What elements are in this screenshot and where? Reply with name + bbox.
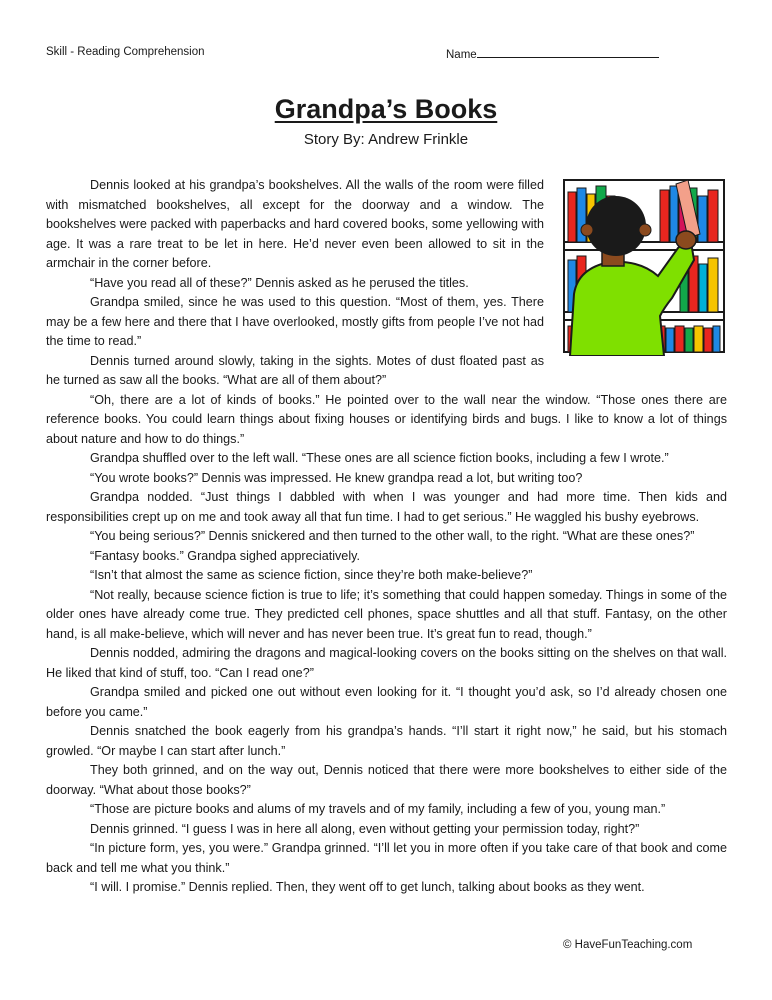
story-paragraph: Dennis nodded, admiring the dragons and magical-looking covers on the books sitting on the shelves on that wall. He liked that kind of stuff, too. “Can I read one?” bbox=[46, 646, 727, 680]
story-paragraph: Dennis snatched the book eagerly from his grandpa’s hands. “I’ll start it right now,” he said, but his stomach growled. “Or maybe I can start after lunch.” bbox=[46, 724, 727, 758]
story-paragraph: “You being serious?” Dennis snickered and then turned to the other wall, to the right. “What are these ones?” bbox=[90, 529, 695, 543]
story-paragraph: “Have you read all of these?” Dennis asked as he perused the titles. bbox=[90, 275, 469, 290]
story-paragraph: “You wrote books?” Dennis was impressed. He knew grandpa read a lot, but writing too? bbox=[90, 470, 583, 485]
story-paragraph: “Oh, there are a lot of kinds of books.” He pointed over to the wall near the window. “Those ones there are reference books. You could learn things about fixing houses or identifying birds and bugs. I like to know a lot of things about nature and how to do things.” bbox=[46, 392, 727, 446]
story-paragraph: “Those are picture books and alums of my travels and of my family, including a few of you, young man.” bbox=[90, 802, 666, 816]
story-paragraph: “In picture form, yes, you were.” Grandpa grinned. “I’ll let you in more often if you take care of that book and come back and tell me what you think.” bbox=[46, 841, 727, 875]
story-text bbox=[46, 176, 727, 898]
story-paragraph: “I will. I promise.” Dennis replied. Then, they went off to get lunch, talking about books as they went. bbox=[90, 880, 645, 894]
story-paragraph: Dennis looked at his grandpa’s bookshelves. All the walls of the room were filled with mismatched bookshelves, all except for the doorway and a window. The bookshelves were packed with paperbacks and hard covered books, some yellowing with age. It was a rare treat to be let in here. He’d never even been allowed to sit in the armchair in the corner before. bbox=[46, 178, 544, 270]
story-paragraph: “Isn’t that almost the same as science fiction, since they’re both make-believe?” bbox=[90, 568, 533, 582]
story-byline: Story By: Andrew Frinkle bbox=[303, 131, 469, 148]
story-paragraph: “Not really, because science fiction is true to life; it’s something that could happen someday. Things in some of the older ones have already come true. They predicted cell phones, space shuttles and all that stuff. Fantasy, on the other hand, is all make-believe, which will never and has never been true. It’s great fun to read, though.” bbox=[46, 587, 727, 641]
name-blank-line bbox=[477, 46, 659, 58]
name-label: Name bbox=[446, 49, 477, 61]
story-paragraph: “Fantasy books.” Grandpa sighed appreciatively. bbox=[90, 548, 360, 563]
story-paragraph: They both grinned, and on the way out, Dennis noticed that there were more bookshelves to either side of the doorway. “What about those books?” bbox=[46, 763, 727, 797]
story-paragraph: Grandpa smiled, since he was used to this question. “Most of them, yes. There may be a few here and there that I have overlooked, mostly gifts from people I’ve not had the time to read.” bbox=[46, 295, 544, 348]
story-paragraph: Dennis grinned. “I guess I was in here all along, even without getting your permission today, right?” bbox=[90, 821, 640, 836]
story-paragraph: Grandpa shuffled over to the left wall. “These ones are all science fiction books, including a few I wrote.” bbox=[90, 451, 669, 465]
story-paragraph: Grandpa nodded. “Just things I dabbled with when I was younger and had more time. Then kids and responsibilities crept up on me and took away all that fun time. I had to get serious.” He waggled his bushy eyebrows. bbox=[46, 490, 727, 524]
story-title: Grandpa’s Books bbox=[274, 94, 498, 124]
name-field bbox=[446, 46, 659, 61]
story-paragraph: Grandpa smiled and picked one out without even looking for it. “I thought you’d ask, so I’d already chosen one before you came.” bbox=[46, 685, 727, 719]
story-paragraph: Dennis turned around slowly, taking in the sights. Motes of dust floated past as he turned as saw all the books. “What are all of them about?” bbox=[46, 353, 544, 387]
skill-label: Skill - Reading Comprehension bbox=[46, 46, 205, 58]
copyright-footer: © HaveFunTeaching.com bbox=[563, 939, 693, 951]
